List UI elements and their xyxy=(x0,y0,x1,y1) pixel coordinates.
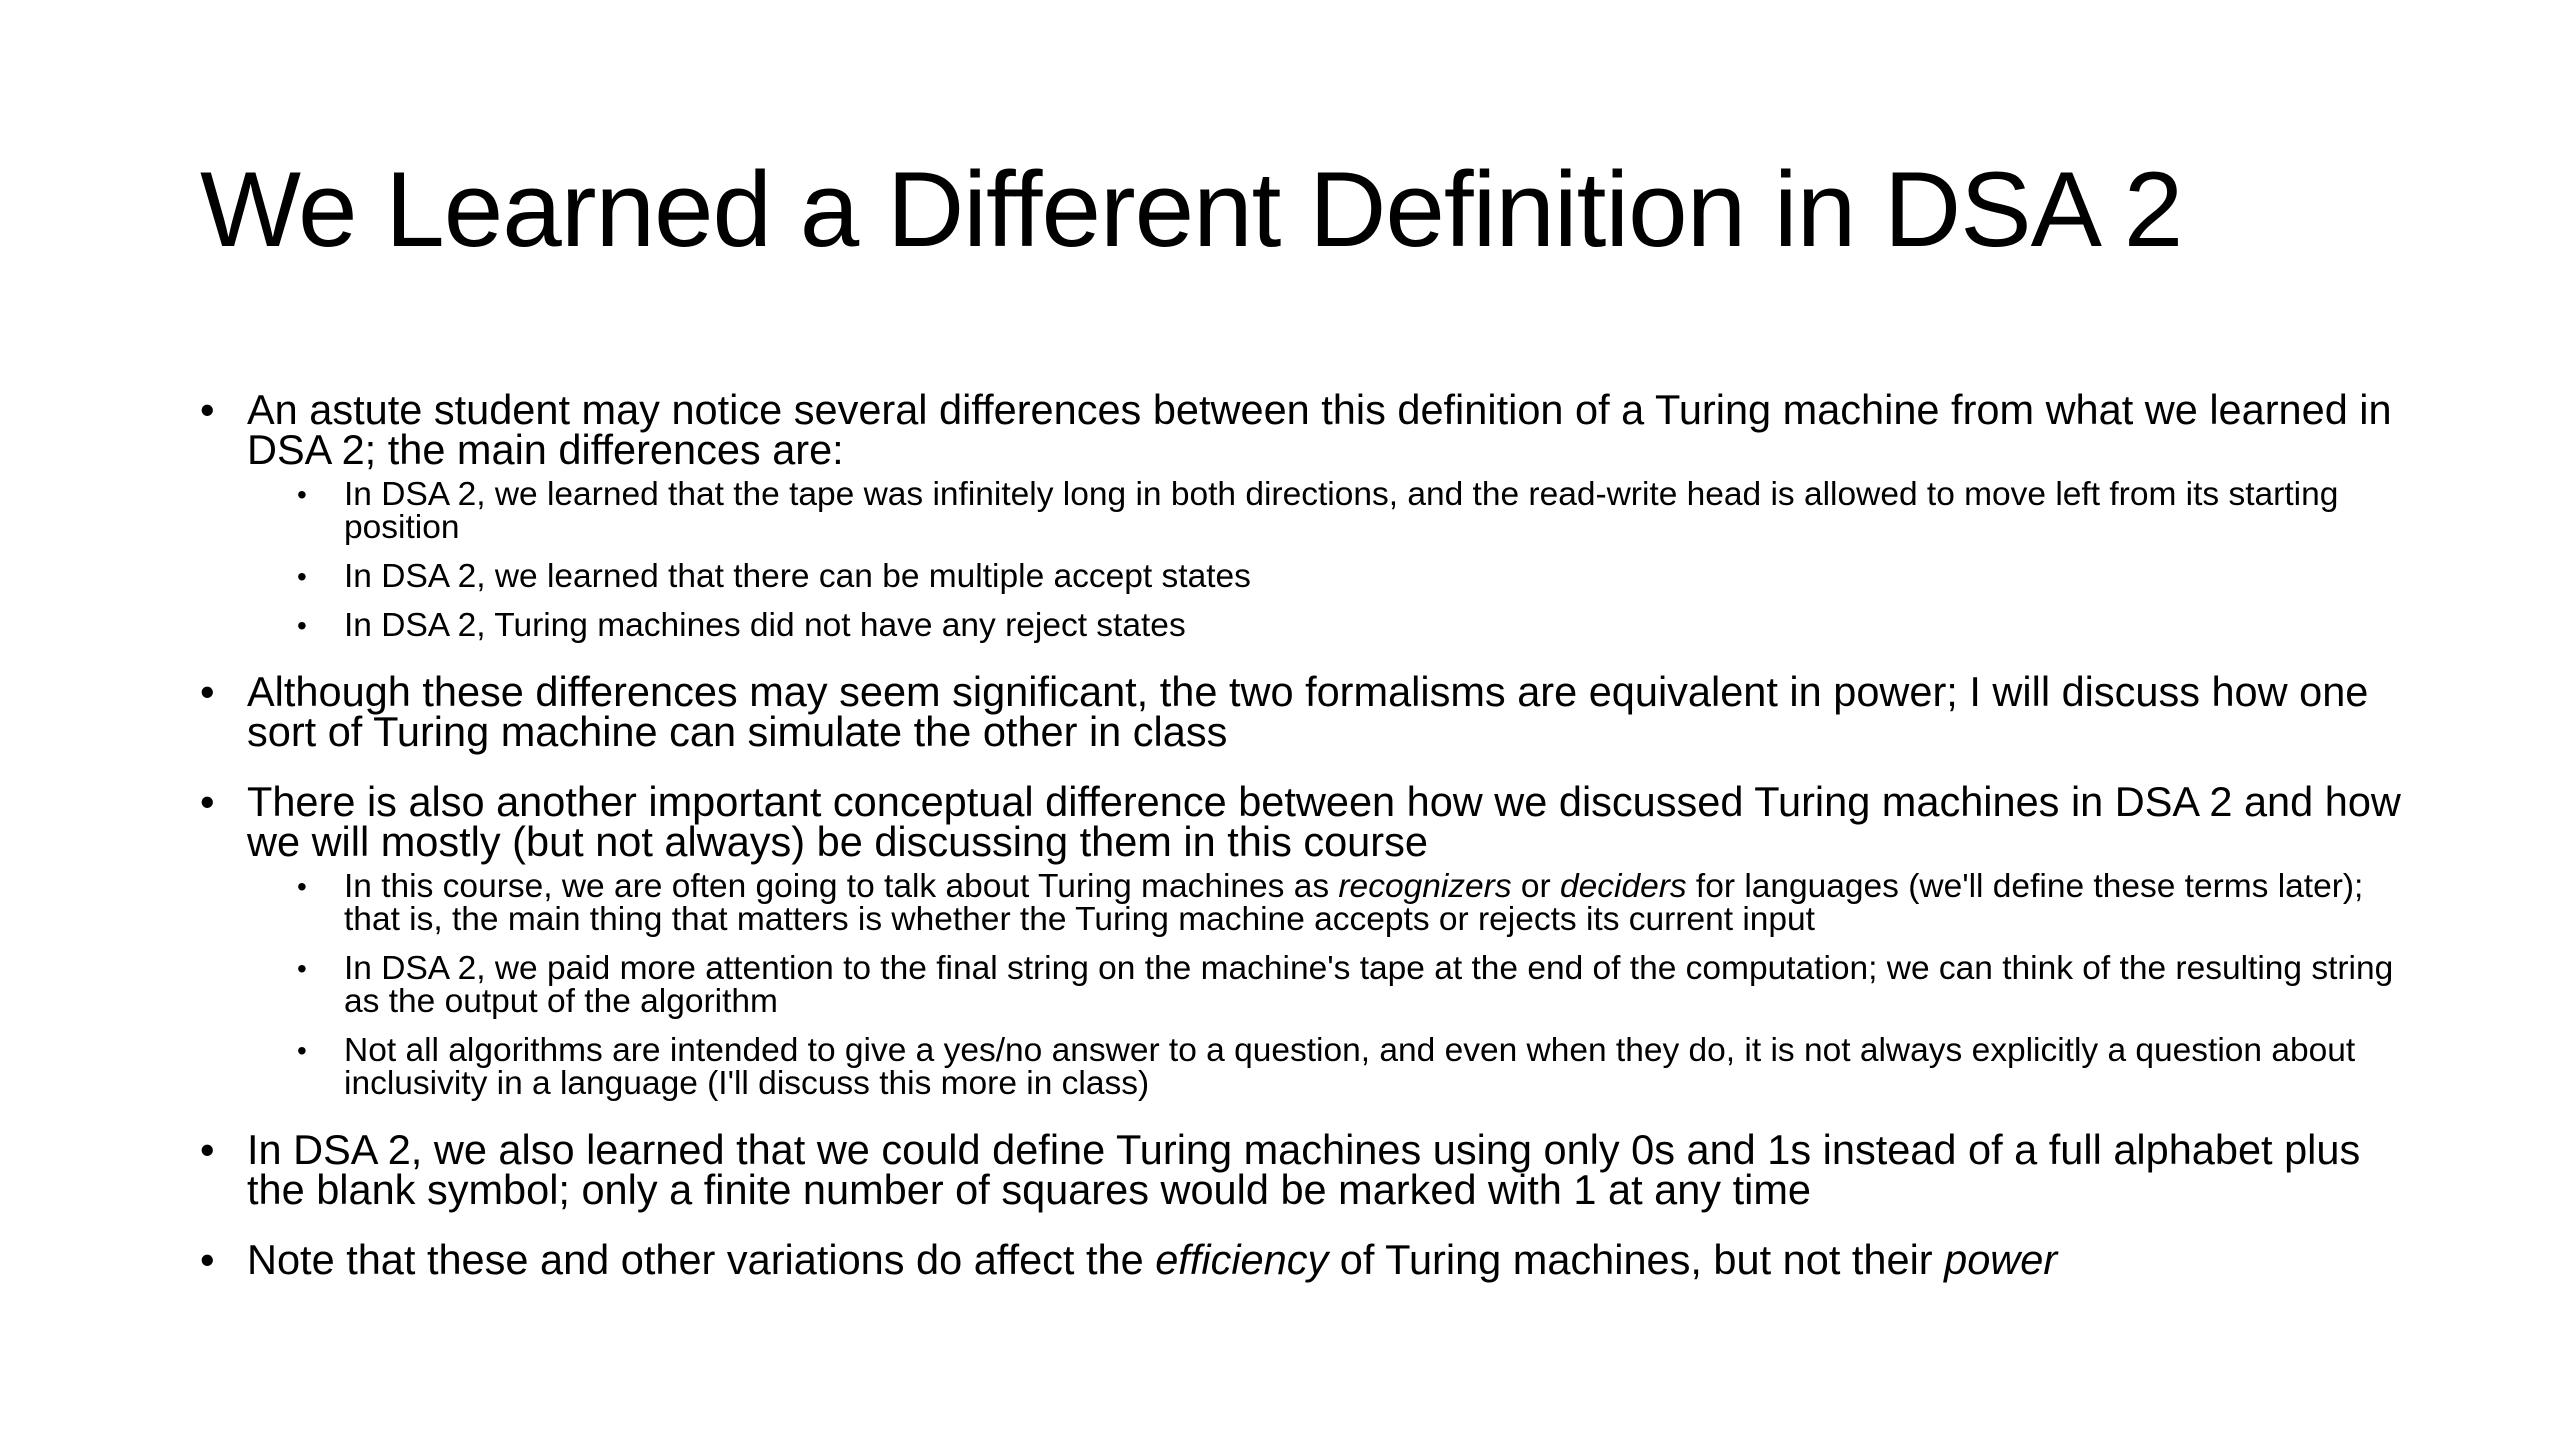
text-run: or xyxy=(1511,868,1560,905)
emphasis-recognizers: recognizers xyxy=(1338,868,1512,905)
text-run: of Turing machines, but not their xyxy=(1328,1236,1945,1283)
sub-bullet-1-3 xyxy=(297,609,2420,642)
bullet-marker: • xyxy=(200,668,215,715)
bullet-marker: • xyxy=(200,386,215,433)
sub-bullet-3-2 xyxy=(297,952,2420,1018)
sub-bullet-marker: • xyxy=(297,1035,307,1066)
emphasis-deciders: deciders xyxy=(1559,868,1687,905)
bullet-5 xyxy=(200,1236,2420,1283)
bullet-text: There is also another important conceptual difference between how we discussed Turing machines in DSA 2 and how we will mostly (but not always) be discussing them in this course xyxy=(247,778,2401,865)
sub-bullet-marker: • xyxy=(297,953,307,984)
bullet-4 xyxy=(200,1126,2420,1213)
slide-title: We Learned a Different Definition in DSA 2 xyxy=(200,149,2183,269)
bullet-text xyxy=(247,1236,2057,1283)
bullet-1 xyxy=(200,386,2420,473)
text-run: Note that these and other variations do affect the xyxy=(247,1236,1156,1283)
sub-bullet-marker: • xyxy=(297,610,307,641)
slide-content xyxy=(200,386,2420,1310)
bullet-3 xyxy=(200,778,2420,865)
emphasis-efficiency: efficiency xyxy=(1155,1236,1329,1283)
text-run: In this course, we are often going to talk about Turing machines as xyxy=(344,868,1339,905)
sub-bullet-text xyxy=(344,868,2363,938)
sub-bullet-marker: • xyxy=(297,561,307,592)
sub-bullet-marker: • xyxy=(297,871,307,902)
bullet-marker: • xyxy=(200,1236,215,1283)
bullet-marker: • xyxy=(200,778,215,825)
emphasis-power: power xyxy=(1944,1236,2058,1283)
sub-bullet-1-1 xyxy=(297,478,2420,544)
bullet-text: An astute student may notice several differences between this definition of a Turing machine from what we learned in DSA 2; the main differences are: xyxy=(247,386,2392,473)
sub-bullet-text: In DSA 2, we learned that the tape was infinitely long in both directions, and the read-write head is allowed to move left from its starting position xyxy=(344,476,2339,546)
bullet-2 xyxy=(200,668,2420,755)
sub-bullet-text: In DSA 2, Turing machines did not have any reject states xyxy=(344,607,1186,644)
sub-bullet-marker: • xyxy=(297,479,307,510)
sub-bullet-text: In DSA 2, we learned that there can be multiple accept states xyxy=(344,558,1251,595)
bullet-marker: • xyxy=(200,1126,215,1173)
sub-bullet-3-3 xyxy=(297,1034,2420,1100)
sub-bullet-3-1 xyxy=(297,870,2420,936)
sub-bullet-text: In DSA 2, we paid more attention to the final string on the machine's tape at the end of the computation; we can think of the resulting string as the output of the algorithm xyxy=(344,950,2394,1020)
bullet-text: In DSA 2, we also learned that we could define Turing machines using only 0s and 1s instead of a full alphabet plus the blank symbol; only a finite number of squares would be marked with 1 at any time xyxy=(247,1126,2361,1213)
bullet-text: Although these differences may seem significant, the two formalisms are equivalent in power; I will discuss how one sort of Turing machine can simulate the other in class xyxy=(247,668,2369,755)
sub-bullet-text: Not all algorithms are intended to give a yes/no answer to a question, and even when they do, it is not always explicitly a question about inclusivity in a language (I'll discuss this more in class) xyxy=(344,1032,2356,1102)
sub-bullet-1-2 xyxy=(297,560,2420,593)
text-run: for languages (we'll define these terms later); that is, the main thing that matters is whether the Turing machine accepts or rejects its current input xyxy=(344,868,2364,938)
